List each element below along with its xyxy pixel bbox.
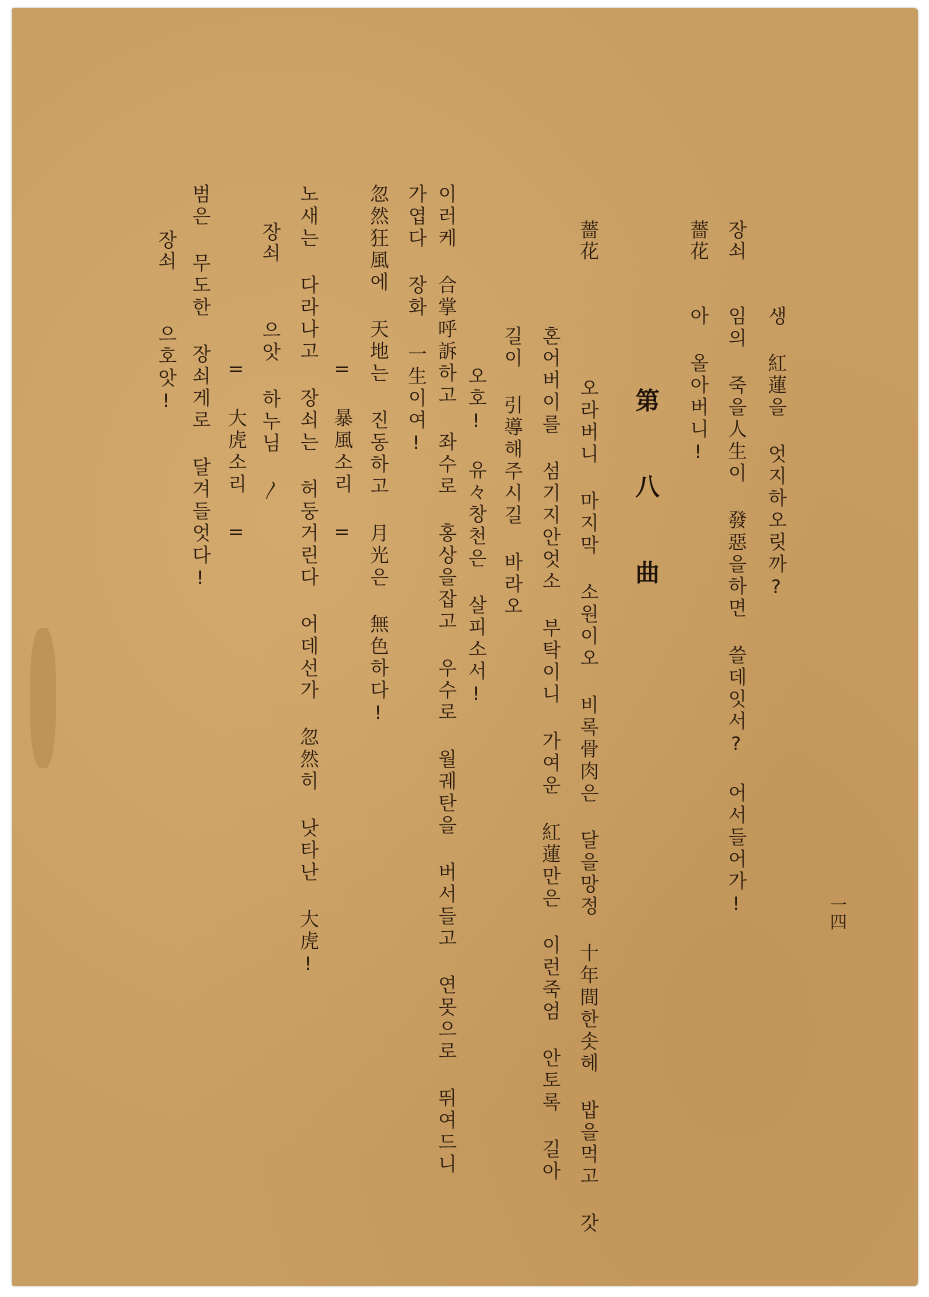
speaker-jangsoe: 장쇠 — [155, 230, 177, 272]
text-line: 으앗 하누님 〳 — [259, 320, 281, 502]
stage-direction: = 暴風소리 = — [331, 358, 353, 546]
text-line: 혼어버이를 섬기지안엇소 부탁이니 가여운 紅蓮만은 이런죽엄 안토록 길아 — [539, 326, 561, 1183]
document-page — [12, 8, 918, 1286]
page-number: 一四 — [826, 896, 846, 930]
speaker-jangsoe: 장쇠 — [725, 220, 747, 262]
stage-direction: = 大虎소리 = — [225, 358, 247, 546]
text-line: 으호앗! — [155, 324, 177, 415]
text-line: 忽然狂風에 天地는 진동하고 月光은 無色하다! — [367, 184, 389, 727]
speaker-janghwa: 薔花 — [577, 220, 599, 262]
text-line: 임의 죽을人生이 發惡을하면 쓸데잇서? 어서들어가! — [725, 306, 747, 918]
text-line: 이러케 合掌呼訴하고 좌수로 홍상을잡고 우수로 월궤탄을 버서들고 연못으로 뛰여드니 — [435, 184, 457, 1176]
text-line: 가엽다 장화 一生이여! — [405, 184, 427, 457]
text-line: 노새는 다라나고 장쇠는 허둥거린다 어데선가 忽然히 낫타난 大虎! — [297, 184, 319, 978]
text-line: 길이 引導해주시길 바라오 — [501, 326, 523, 618]
text-line: 생 紅蓮을 엇지하오릿까? — [765, 306, 787, 601]
text-line: 오호! 유々창천은 살피소서! — [465, 366, 487, 708]
speaker-jangsoe: 장쇠 — [259, 222, 281, 264]
speaker-janghwa: 薔花 — [687, 220, 709, 262]
text-line: 아 올아버니! — [687, 306, 709, 466]
text-line: 범은 무도한 장쇠게로 달겨들엇다! — [189, 184, 211, 592]
text-line: 오라버니 마지막 소원이오 비록骨肉은 달을망정 十年間한솟헤 밥을먹고 갓 — [577, 378, 599, 1235]
section-heading: 第八曲 — [631, 388, 660, 646]
